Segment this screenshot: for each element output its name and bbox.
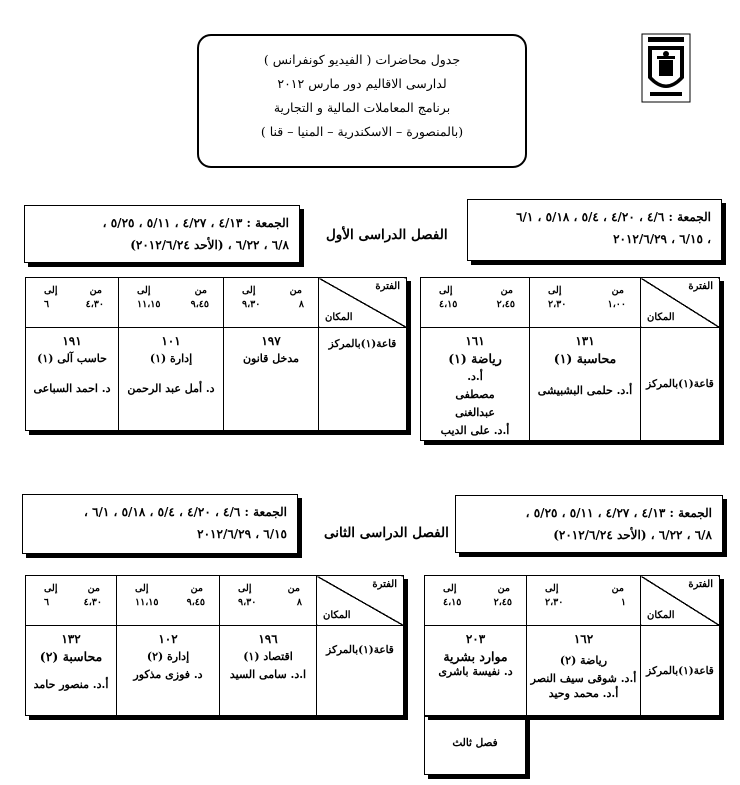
period-label: الفترة [688,281,713,292]
course-professor: د. فوزى مذكور [133,668,203,681]
schedule-table-s1-left [25,277,407,431]
semester1-title: الفصل الدراسى الأول [326,227,448,243]
period-cell [26,278,119,328]
course-name: إدارة (١) [149,352,193,365]
course-professor: أ.د. منصور حامد [33,678,109,691]
period-cell [220,576,317,626]
course-cell [220,626,317,716]
course-code: ١٣١ [575,334,595,348]
period-to-time: ٢،٣٠ [545,597,564,608]
course-cell [224,328,319,431]
schedule-table-s2-right [424,575,720,716]
semester1-dates-left-line1: الجمعة : ٤/١٣ ، ٤/٢٧ ، ٥/١١ ، ٥/٢٥ ، [102,216,289,230]
semester1-dates-right-line1: الجمعة : ٤/٦ ، ٤/٢٠ ، ٥/٤ ، ٥/١٨ ، ٦/١ [516,210,711,224]
course-professor: د. نفيسة باشرى [438,665,513,678]
from-label: من [500,285,513,296]
period-cell [26,576,117,626]
from-label: من [611,583,624,594]
period-from-time: ٢،٤٥ [493,597,512,608]
to-label: إلى [238,583,252,594]
period-cell [224,278,319,328]
course-cell [26,626,117,716]
semester2-dates-left-line1: الجمعة : ٤/٦ ، ٤/٢٠ ، ٥/٤ ، ٥/١٨ ، ٦/١ ، [84,505,287,519]
course-name: حاسب آلى (١) [37,352,107,365]
to-label: إلى [443,583,457,594]
semester1-dates-right [467,199,722,261]
to-label: إلى [135,583,149,594]
period-cell [421,278,530,328]
course-cell [425,626,527,716]
from-label: من [289,285,302,296]
course-cell [421,328,530,441]
course-cell [527,626,641,716]
course-code: ١٠١ [161,334,181,348]
period-to-time: ٢،٣٠ [548,299,567,310]
period-cell [530,278,641,328]
semester2-title: الفصل الدراسى الثانى [324,525,449,541]
course-cell [119,328,224,431]
schedule-table-s2-left [25,575,404,716]
course-professor: ا.د. سامى السيد [229,668,307,681]
period-from-time: ٨ [296,597,302,608]
course-code: ١٦١ [465,334,485,348]
period-from-time: ٢،٤٥ [496,299,515,310]
course-name: رياضة (١) [448,351,502,366]
place-label: المكان [325,312,353,323]
semester2-dates-right-line2: ٦/٨ ، ٦/٢٢ ، (الأحد ٢٠١٢/٦/٢٤) [553,528,712,542]
course-code: ١٩٧ [261,334,281,348]
place-label: المكان [647,610,675,621]
period-label: الفترة [372,579,397,590]
course-professor: د. احمد السباعى [33,382,111,395]
period-cell [425,576,527,626]
from-label: من [194,285,207,296]
room-cell: قاعة(١)بالمركز [317,626,404,716]
course-code: ١٠٢ [158,632,178,646]
period-from-time: ١ [620,597,626,608]
university-logo-icon [640,32,692,104]
course-name: إدارة (٢) [146,650,190,663]
course-code: ٢٠٣ [465,632,486,646]
period-to-time: ١١،١٥ [137,299,161,310]
course-cell [530,328,641,441]
to-label: إلى [242,285,256,296]
course-code: ١٩١ [62,334,82,348]
course-code: ١٣٢ [61,632,81,646]
to-label: إلى [137,285,151,296]
course-cell [26,328,119,431]
semester2-dates-right-line1: الجمعة : ٤/١٣ ، ٤/٢٧ ، ٥/١١ ، ٥/٢٥ ، [525,506,712,520]
period-cell [119,278,224,328]
period-label: الفترة [375,281,400,292]
period-to-time: ٤،١٥ [439,299,458,310]
period-cell [527,576,641,626]
period-from-time: ٤،٣٠ [85,299,104,310]
course-code: ١٦٢ [573,632,594,646]
period-from-time: ٤،٣٠ [83,597,102,608]
course-code: ١٩٦ [258,632,278,646]
title-line-2: لدارسى الاقاليم دور مارس ٢٠١٢ [277,76,447,91]
course-professor-2: أ.د. محمد وحيد [548,687,619,700]
from-label: من [497,583,510,594]
to-label: إلى [545,583,559,594]
course-professor-2: أ.د. على الديب [440,424,510,437]
period-from-time: ١،٠٠ [607,299,626,310]
course-professor: أ.د. مصطفى عبدالغنى [455,370,495,419]
period-from-time: ٩،٤٥ [190,299,209,310]
period-from-time: ٨ [298,299,304,310]
from-label: من [87,583,100,594]
from-label: من [89,285,102,296]
to-label: إلى [44,583,58,594]
table-header-corner [319,278,407,328]
semester2-dates-left [22,494,298,554]
room-cell: قاعة(١)بالمركز [319,328,407,431]
to-label: إلى [548,285,562,296]
title-box [197,34,527,168]
course-cell [117,626,220,716]
to-label: إلى [439,285,453,296]
period-to-time: ٩،٣٠ [238,597,257,608]
course-name: محاسبة (١) [553,351,617,366]
from-label: من [190,583,203,594]
period-to-time: ٦ [44,597,50,608]
period-to-time: ٦ [44,299,50,310]
room-cell: قاعة(١)بالمركز [641,328,720,441]
title-line-4: (بالمنصورة – الاسكندرية – المنيا – قنا ) [260,124,464,139]
semester1-dates-right-line2: ، ٦/١٥ ، ٢٠١٢/٦/٢٩ [613,232,711,246]
room-cell: قاعة(١)بالمركز [641,626,720,716]
semester1-dates-left-line2: ٦/٨ ، ٦/٢٢ ، (الأحد ٢٠١٢/٦/٢٤) [130,238,289,252]
course-professor: أ.د. شوقى سيف النصر [530,672,637,685]
place-label: المكان [323,610,351,621]
period-to-time: ١١،١٥ [135,597,159,608]
table-header-corner [317,576,404,626]
period-from-time: ٩،٤٥ [186,597,205,608]
place-label: المكان [647,312,675,323]
period-to-time: ٤،١٥ [443,597,462,608]
course-name: اقتصاد (١) [243,650,293,663]
course-professor: أ.د. حلمى البشبيشى [537,384,633,397]
title-line-1: جدول محاضرات ( الفيديو كونفرانس ) [263,52,461,67]
semester1-dates-left [24,205,300,263]
from-label: من [611,285,624,296]
course-name: مدخل قانون [242,352,300,365]
course-name: موارد بشرية [443,649,508,664]
third-semester-box: فصل ثالث [424,716,526,775]
to-label: إلى [44,285,58,296]
from-label: من [287,583,300,594]
period-to-time: ٩،٣٠ [242,299,261,310]
title-line-3: برنامج المعاملات المالية و التجارية [273,100,451,115]
semester2-dates-right [455,495,723,553]
period-cell [117,576,220,626]
table-header-corner [641,278,720,328]
course-name: رياضة (٢) [559,654,608,667]
course-professor: د. أمل عبد الرحمن [127,382,215,395]
table-header-corner [641,576,720,626]
schedule-table-s1-right [420,277,720,441]
period-label: الفترة [688,579,713,590]
course-name: محاسبة (٢) [39,649,103,664]
semester2-dates-left-line2: ٦/١٥ ، ٢٠١٢/٦/٢٩ [197,527,287,541]
